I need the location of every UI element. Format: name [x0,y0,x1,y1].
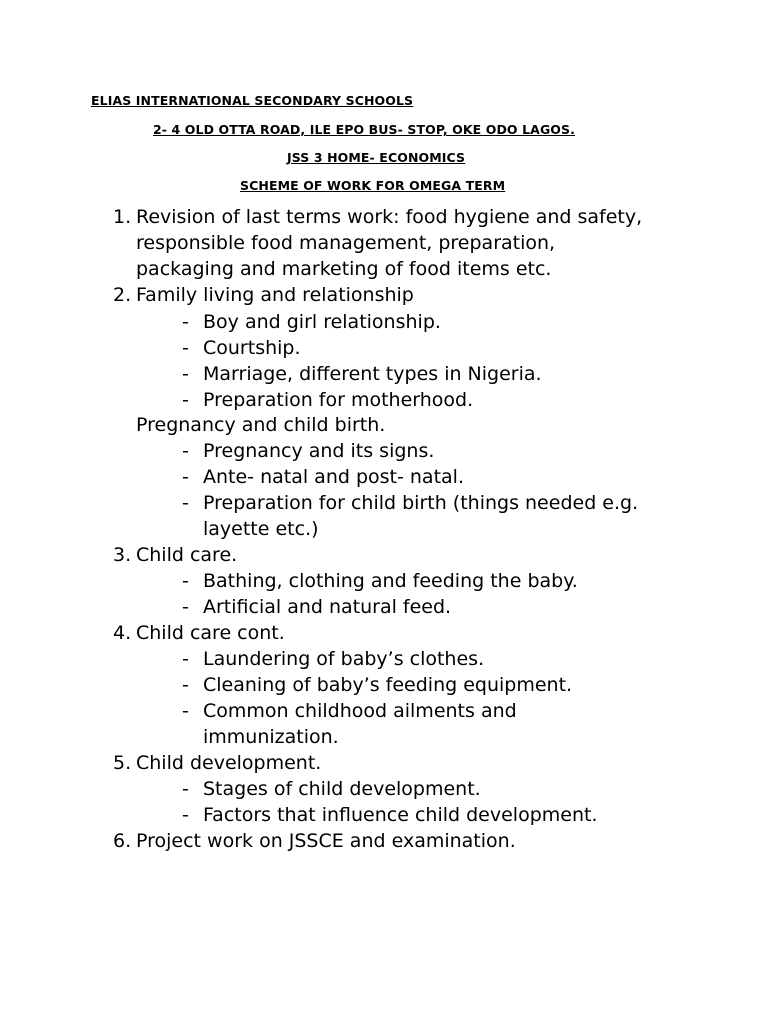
bullet-dash: - [182,389,189,411]
bullet-dash: - [182,648,189,670]
item-text: responsible food management, preparation, [136,232,556,254]
item-number: 4. [113,622,132,644]
bullet-dash: - [182,778,189,800]
item-number: 6. [113,830,132,852]
bullet-text: Common childhood ailments and [203,700,517,722]
bullet-text-continued: immunization. [203,726,339,748]
item-text: packaging and marketing of food items etc. [136,258,552,280]
bullet-text: Bathing, clothing and feeding the baby. [203,570,578,592]
bullet-text: Courtship. [203,337,301,359]
bullet-dash: - [182,570,189,592]
bullet-dash: - [182,674,189,696]
bullet-text: Boy and girl relationship. [203,311,441,333]
bullet-text: Preparation for motherhood. [203,389,474,411]
bullet-dash: - [182,466,189,488]
school-name: ELIAS INTERNATIONAL SECONDARY SCHOOLS [91,93,414,108]
item-number: 1. [113,206,132,228]
class-subject: JSS 3 HOME- ECONOMICS [287,150,466,165]
item-title: Project work on JSSCE and examination. [136,830,516,852]
bullet-text: Laundering of baby’s clothes. [203,648,485,670]
bullet-dash: - [182,700,189,722]
item-number: 2. [113,284,132,306]
bullet-text: Preparation for child birth (things needed e.g. [203,492,639,514]
item-number: 3. [113,544,132,566]
bullet-dash: - [182,363,189,385]
item-number: 5. [113,752,132,774]
bullet-text: Stages of child development. [203,778,481,800]
bullet-dash: - [182,596,189,618]
subheading: Pregnancy and child birth. [136,414,386,436]
item-title: Family living and relationship [136,284,414,306]
bullet-text-continued: layette etc.) [203,518,319,540]
bullet-dash: - [182,804,189,826]
bullet-dash: - [182,337,189,359]
item-text: Revision of last terms work: food hygiene and safety, [136,206,643,228]
bullet-text: Artificial and natural feed. [203,596,452,618]
bullet-text: Pregnancy and its signs. [203,440,435,462]
bullet-dash: - [182,492,189,514]
item-title: Child care. [136,544,238,566]
bullet-text: Factors that influence child development. [203,804,598,826]
bullet-dash: - [182,440,189,462]
item-title: Child care cont. [136,622,285,644]
scheme-title: SCHEME OF WORK FOR OMEGA TERM [240,178,506,193]
bullet-text: Cleaning of baby’s feeding equipment. [203,674,573,696]
bullet-text: Marriage, different types in Nigeria. [203,363,542,385]
bullet-text: Ante- natal and post- natal. [203,466,464,488]
item-title: Child development. [136,752,322,774]
school-address: 2- 4 OLD OTTA ROAD, ILE EPO BUS- STOP, OKE ODO LAGOS. [153,122,575,137]
bullet-dash: - [182,311,189,333]
